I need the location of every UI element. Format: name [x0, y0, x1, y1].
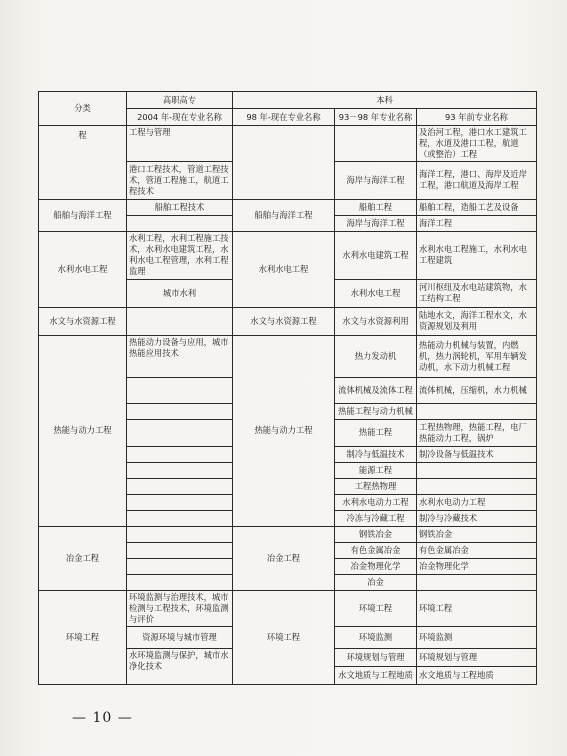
vocational-cell: 水环境监测与保护，城市水净化技术 — [127, 648, 233, 684]
major93-cell: 船舶工程 — [335, 199, 417, 215]
header-undergrad: 本科 — [233, 92, 537, 109]
major93-cell: 热力发动机 — [335, 335, 417, 377]
pre93-cell: 及治河工程，港口水工建筑工程，水道及港口工程，航道（或整治）工程 — [417, 126, 537, 162]
category-cell: 水文与水资源工程 — [39, 307, 127, 335]
table-row — [39, 526, 537, 542]
pre93-cell: 热能动力机械与装置，内燃机，热力涡轮机，军用车辆发动机，水下动力机械工程 — [417, 335, 537, 377]
table-row — [39, 307, 537, 335]
category-cell: 程 — [39, 126, 127, 200]
vocational-cell: 工程与管理 — [127, 126, 233, 162]
vocational-cell — [127, 462, 233, 478]
category-cell: 水利水电工程 — [39, 231, 127, 307]
vocational-cell: 船舶工程技术 — [127, 199, 233, 215]
vocational-cell — [127, 542, 233, 558]
major93-cell: 能源工程 — [335, 462, 417, 478]
vocational-cell — [127, 574, 233, 590]
category-cell: 冶金工程 — [39, 526, 127, 590]
table-row — [39, 590, 537, 626]
major98-cell: 水利水电工程 — [233, 231, 335, 307]
major93-cell: 冶金 — [335, 574, 417, 590]
pre93-cell: 陆地水文，海洋工程水文，水资源规划及利用 — [417, 307, 537, 335]
header-2004-names: 2004 年-现在专业名称 — [127, 109, 233, 126]
vocational-cell — [127, 494, 233, 510]
major93-cell: 水利水电工程 — [335, 279, 417, 307]
major93-cell: 工程热物理 — [335, 478, 417, 494]
major98-cell: 冶金工程 — [233, 526, 335, 590]
pre93-cell — [417, 574, 537, 590]
pre93-cell: 制冷设备与低温技术 — [417, 446, 537, 462]
vocational-cell — [127, 377, 233, 403]
pre93-cell: 水利水电工程施工，水利水电工程建筑 — [417, 231, 537, 279]
vocational-cell — [127, 478, 233, 494]
header-vocational: 高职高专 — [127, 92, 233, 109]
major93-cell: 水文与水资源利用 — [335, 307, 417, 335]
category-cell: 环境工程 — [39, 590, 127, 684]
pre93-cell: 环境规划与管理 — [417, 648, 537, 666]
pre93-cell: 水利水电动力工程 — [417, 494, 537, 510]
major93-cell: 环境工程 — [335, 590, 417, 626]
table-row — [39, 231, 537, 279]
pre93-cell: 海洋工程 — [417, 215, 537, 231]
pre93-cell — [417, 462, 537, 478]
pre93-cell: 船舶工程，造船工艺及设备 — [417, 199, 537, 215]
category-cell: 船舶与海洋工程 — [39, 199, 127, 231]
pre93-cell — [417, 403, 537, 419]
major-catalog-table — [38, 91, 537, 685]
pre93-cell: 环境工程 — [417, 590, 537, 626]
vocational-cell — [127, 526, 233, 542]
pre93-cell: 河川枢纽及水电站建筑物，水工结构工程 — [417, 279, 537, 307]
vocational-cell — [127, 419, 233, 446]
pre93-cell: 钢铁冶金 — [417, 526, 537, 542]
major93-cell: 水利水电动力工程 — [335, 494, 417, 510]
page-number: — 10 — — [72, 710, 133, 726]
vocational-cell: 水利工程，水利工程施工技术，水利水电建筑工程，水利水电工程管理，水利工程监理 — [127, 231, 233, 279]
pre93-cell: 有色金属冶金 — [417, 542, 537, 558]
header-category: 分类 — [39, 92, 127, 126]
major93-cell: 钢铁冶金 — [335, 526, 417, 542]
vocational-cell — [127, 446, 233, 462]
pre93-cell: 海洋工程，港口、海岸及近岸工程，港口航道及海岸工程 — [417, 161, 537, 199]
major93-cell: 热能工程与动力机械 — [335, 403, 417, 419]
header-row-top — [39, 92, 537, 109]
header-98-names: 98 年-现在专业名称 — [233, 109, 335, 126]
vocational-cell — [127, 510, 233, 526]
major93-cell: 水文地质与工程地质 — [335, 666, 417, 684]
table-row — [39, 335, 537, 377]
major93-cell: 水利水电建筑工程 — [335, 231, 417, 279]
header-pre93-names: 93 年前专业名称 — [417, 109, 537, 126]
table-row — [39, 199, 537, 215]
major93-cell: 冶金物理化学 — [335, 558, 417, 574]
major93-cell: 流体机械及流体工程 — [335, 377, 417, 403]
vocational-cell: 环境监测与治理技术，城市检测与工程技术，环境监测与评价 — [127, 590, 233, 626]
pre93-cell: 水文地质与工程地质 — [417, 666, 537, 684]
major93-cell: 冷冻与冷藏工程 — [335, 510, 417, 526]
vocational-cell: 港口工程技术，管道工程技术，管道工程施工，航道工程技术 — [127, 161, 233, 199]
major93-cell: 热能工程 — [335, 419, 417, 446]
vocational-cell — [127, 403, 233, 419]
major93-cell: 环境规划与管理 — [335, 648, 417, 666]
major93-cell: 环境监测 — [335, 626, 417, 648]
major93-cell: 制冷与低温技术 — [335, 446, 417, 462]
major98-cell: 热能与动力工程 — [233, 335, 335, 526]
major98-cell — [233, 126, 335, 200]
vocational-cell — [127, 558, 233, 574]
pre93-cell: 环境监测 — [417, 626, 537, 648]
major93-cell: 有色金属冶金 — [335, 542, 417, 558]
vocational-cell: 热能动力设备与应用，城市热能应用技术 — [127, 335, 233, 377]
major98-cell: 环境工程 — [233, 590, 335, 684]
major93-cell — [335, 126, 417, 162]
category-cell: 热能与动力工程 — [39, 335, 127, 526]
table-row — [39, 126, 537, 162]
pre93-cell — [417, 478, 537, 494]
major98-cell: 水文与水资源工程 — [233, 307, 335, 335]
pre93-cell: 制冷与冷藏技术 — [417, 510, 537, 526]
major93-cell: 海岸与海洋工程 — [335, 215, 417, 231]
pre93-cell: 流体机械，压缩机，水力机械 — [417, 377, 537, 403]
vocational-cell: 城市水利 — [127, 279, 233, 307]
vocational-cell — [127, 215, 233, 231]
major93-cell: 海岸与海洋工程 — [335, 161, 417, 199]
major98-cell: 船舶与海洋工程 — [233, 199, 335, 231]
vocational-cell: 资源环境与城市管理 — [127, 626, 233, 648]
header-93-98-names: 93－98 年专业名称 — [335, 109, 417, 126]
pre93-cell: 冶金物理化学 — [417, 558, 537, 574]
vocational-cell — [127, 307, 233, 335]
pre93-cell: 工程热物理，热能工程，电厂热能动力工程，锅炉 — [417, 419, 537, 446]
